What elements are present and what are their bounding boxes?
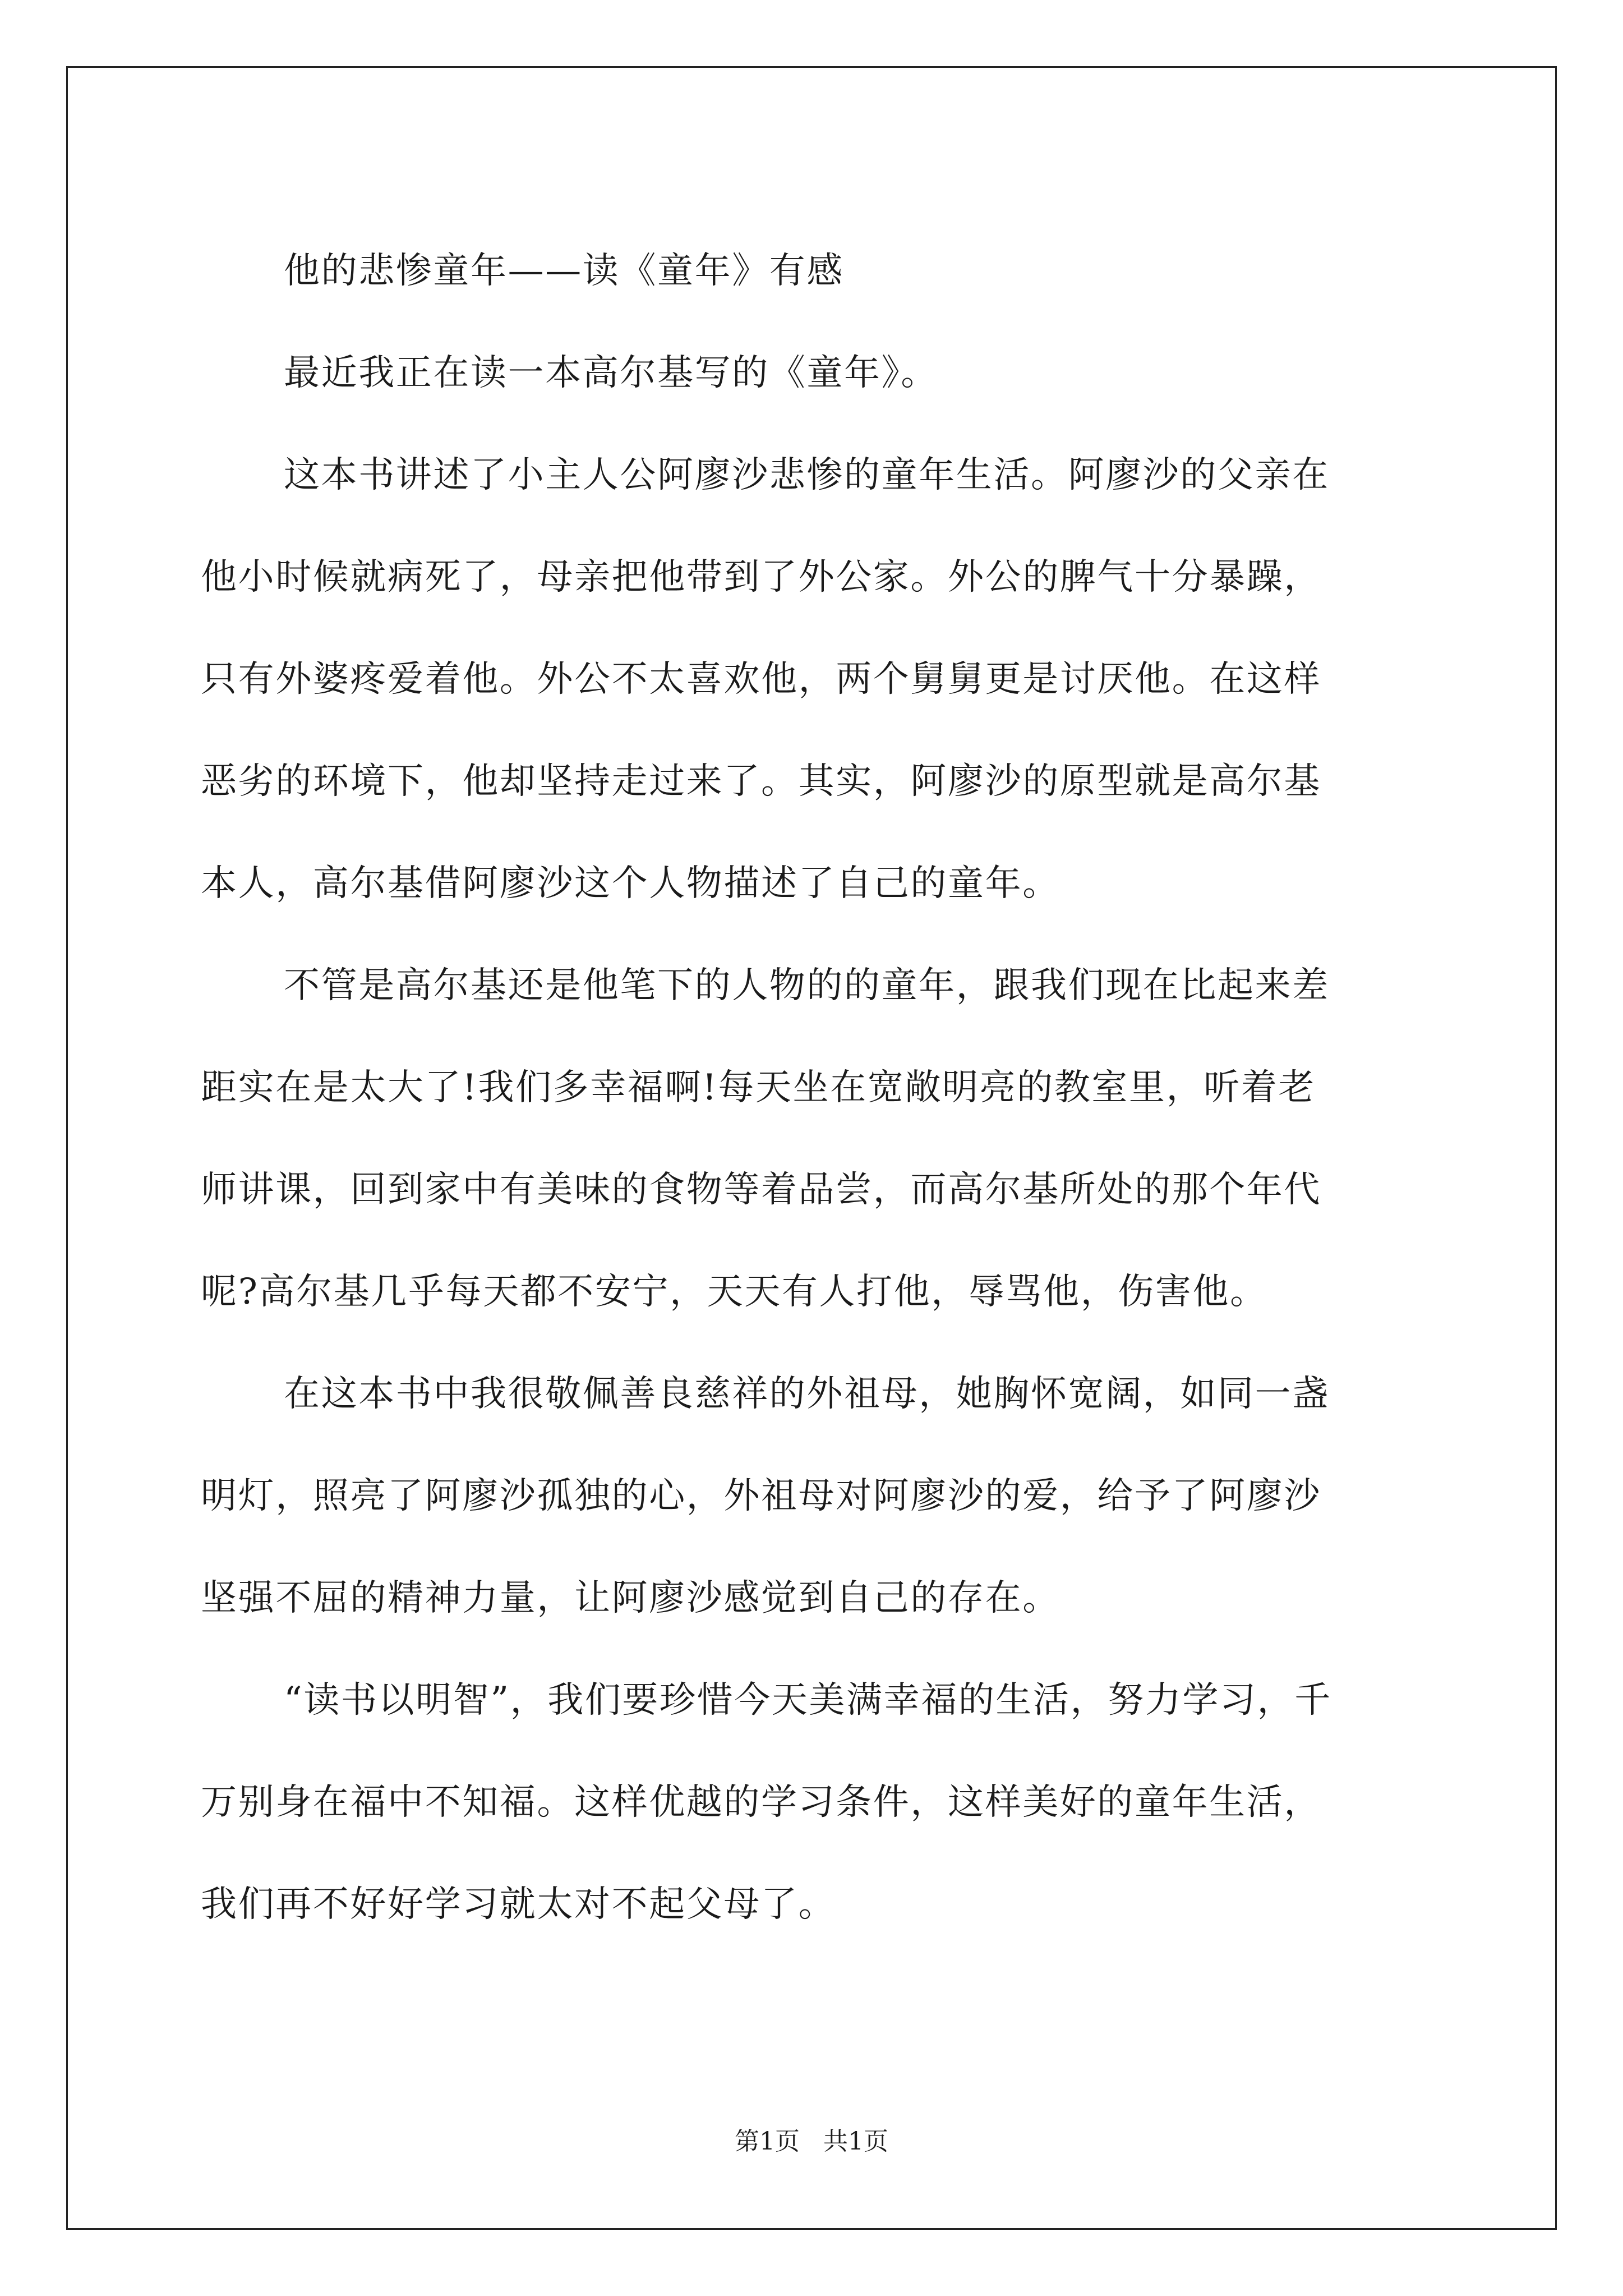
paragraph-line: 恶劣的环境下，他却坚持走过来了。其实，阿廖沙的原型就是高尔基 xyxy=(201,761,1321,802)
paragraph-line: 坚强不屈的精神力量，让阿廖沙感觉到自己的存在。 xyxy=(201,1577,1060,1619)
document-title: 他的悲惨童年——读《童年》有感 xyxy=(284,250,844,292)
paragraph-line: 只有外婆疼爱着他。外公不太喜欢他，两个舅舅更是讨厌他。在这样 xyxy=(201,659,1321,700)
paragraph-line: 他小时候就病死了，母亲把他带到了外公家。外公的脾气十分暴躁， xyxy=(201,556,1321,598)
paragraph xyxy=(201,322,1435,424)
paragraph xyxy=(201,1649,1435,1955)
paragraph-line: 明灯，照亮了阿廖沙孤独的心，外祖母对阿廖沙的爱，给予了阿廖沙 xyxy=(201,1475,1321,1517)
paragraph xyxy=(201,424,1435,935)
page-number: 第1页 xyxy=(735,2127,800,2156)
paragraph-line: 师讲课，回到家中有美味的食物等着品尝，而高尔基所处的那个年代 xyxy=(201,1169,1321,1211)
paragraph-line: 这本书讲述了小主人公阿廖沙悲惨的童年生活。阿廖沙的父亲在 xyxy=(284,454,1330,496)
paragraph-line: 在这本书中我很敬佩善良慈祥的外祖母，她胸怀宽阔，如同一盏 xyxy=(284,1373,1330,1415)
paragraph-line: 我们再不好好学习就太对不起父母了。 xyxy=(201,1884,836,1925)
paragraph-line: “读书以明智”，我们要珍惜今天美满幸福的生活，努力学习，千 xyxy=(284,1680,1332,1721)
paragraph-line: 万别身在福中不知福。这样优越的学习条件，这样美好的童年生活， xyxy=(201,1782,1321,1823)
paragraph-line: 不管是高尔基还是他笔下的人物的的童年，跟我们现在比起来差 xyxy=(284,965,1330,1006)
paragraph-line: 最近我正在读一本高尔基写的《童年》。 xyxy=(284,352,938,394)
paragraph-line: 呢?高尔基几乎每天都不安宁，天天有人打他，辱骂他，伤害他。 xyxy=(201,1271,1267,1313)
paragraph xyxy=(201,1343,1435,1649)
document-body xyxy=(201,220,1435,1955)
paragraph xyxy=(201,935,1435,1343)
paragraph-line: 距实在是太大了!我们多幸福啊!每天坐在宽敞明亮的教室里，听着老 xyxy=(201,1067,1316,1108)
page-total: 共1页 xyxy=(823,2127,888,2156)
page-footer xyxy=(0,2125,1623,2159)
paragraph-line: 本人，高尔基借阿廖沙这个人物描述了自己的童年。 xyxy=(201,863,1060,904)
